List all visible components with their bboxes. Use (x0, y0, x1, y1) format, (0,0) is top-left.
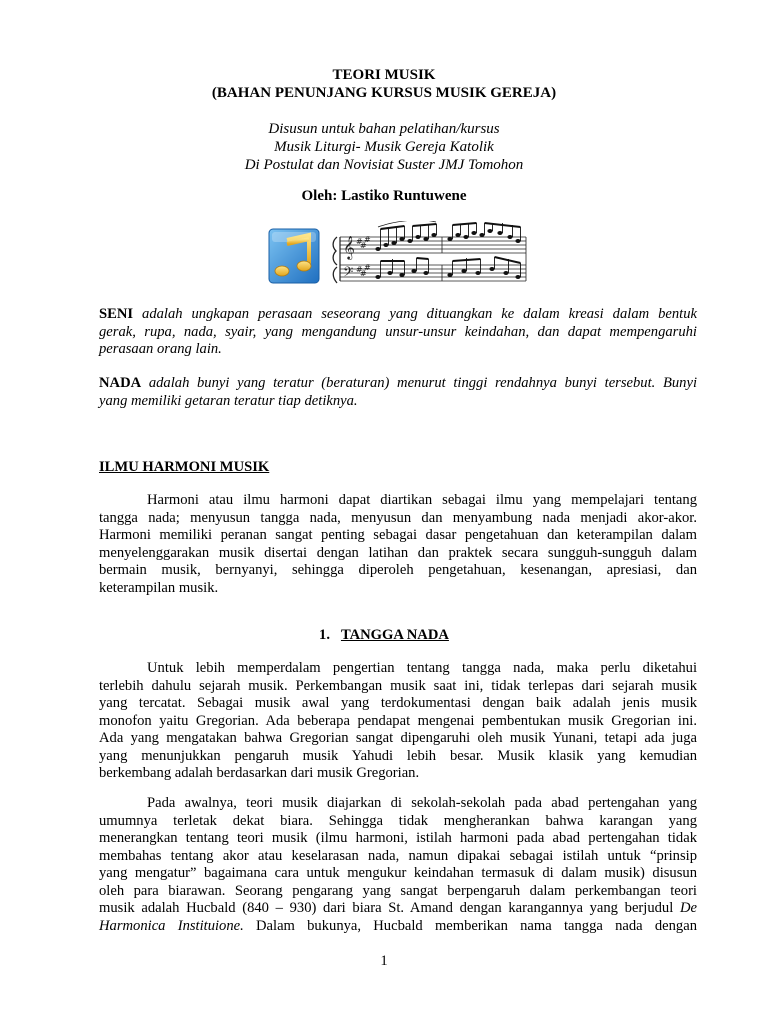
tangga-p2-line-2: umumnya terletak dekat biara. Sehingga tidak mengherankan bahwa karangan yang (99, 812, 697, 829)
sheet-music-excerpt (330, 221, 530, 291)
tangga-p2-line-8: Dalam bukunya, Hucbald memberikan nama tangga nada dengan (243, 917, 697, 934)
nada-paragraph (99, 375, 697, 410)
doc-title: TEORI MUSIK (332, 67, 436, 83)
tangga-p2-line-7: musik adalah Hucbald (840 – 930) dari biara St. Amand dengan karangannya yang berjudul (99, 900, 674, 916)
svg-text:#: # (356, 265, 363, 274)
harmoni-line-3: Harmoni memiliki peranan sangat penting sebagai dasar pengetahuan dan keterampilan dalam (99, 527, 697, 543)
tangga-p1-line-2: terlebih dahulu sejarah musik. Perkembangan musik saat ini, tidak terlepas dari sejarah musik (99, 677, 697, 694)
tangga-p2-line-1: Pada awalnya, teori musik diajarkan di sekolah-sekolah pada abad pertengahan yang (147, 795, 697, 811)
prepared-line-3: Di Postulat dan Novisiat Suster JMJ Tomohon (244, 157, 524, 173)
seni-line-3: perasaan orang lain. (99, 341, 222, 357)
svg-text:𝄞: 𝄞 (343, 235, 355, 259)
tangga-p2-italic-de: De (679, 900, 698, 916)
author-line: Oleh: Lastiko Runtuwene (301, 188, 467, 204)
nada-line-2: yang memiliki getaran teratur tiap detiknya. (99, 392, 358, 409)
page-number: 1 (380, 953, 388, 969)
tangga-p2-line-3: menerangkan tentang teori musik (ilmu harmoni, istilah harmoni pada abad pertengahan tidak (99, 830, 697, 846)
harmoni-line-4: menyelenggarakan musik disertai dengan latihan dan praktek secara sungguh-sungguh dalam (99, 544, 697, 561)
tangga-p2-italic-title: Harmonica Instituione. (99, 917, 244, 934)
nada-term: NADA (99, 375, 142, 391)
tangga-p1-line-6: yang menunjukkan pengaruh musik Yahudi lebih besar. Musik klasik yang kemudian (99, 747, 697, 764)
tangga-p1-line-7: berkembang adalah berdasarkan dari musik Gregorian. (99, 765, 420, 781)
prepared-line-2: Musik Liturgi- Musik Gereja Katolik (274, 139, 494, 155)
seni-line-1: adalah ungkapan perasaan seseorang yang dituangkan ke dalam kreasi dalam bentuk (133, 306, 697, 322)
tangga-p2-line-6: oleh para biarawan. Seorang pengarang yang sangat berpengaruh dalam perkembangan teori (99, 882, 697, 899)
tangga-p2-line-5: yang mengatur” bagaimana cara untuk mengukur keindahan termasuk di dalam musik) disusun (99, 865, 697, 881)
harmoni-line-2: tangga nada; menyusun tangga nada, menyusun dan menyambung nada menjadi akor-akor. (99, 509, 697, 526)
tangga-heading-row (0, 627, 768, 644)
svg-text:#: # (356, 237, 363, 246)
tangga-paragraph-2 (99, 795, 697, 935)
seni-term: SENI (99, 306, 134, 322)
seni-line-2: gerak, rupa, nada, syair, yang mengandung unsur-unsur keindahan, dan dapat mempengaruhi (99, 323, 697, 340)
svg-text:#: # (364, 235, 371, 244)
svg-text:#: # (360, 269, 367, 278)
tangga-paragraph-1 (99, 660, 697, 783)
svg-text:𝄢: 𝄢 (343, 264, 354, 283)
harmoni-line-1: Harmoni atau ilmu harmoni dapat diartikan sebagai ilmu yang mempelajari tentang (147, 492, 697, 508)
tangga-p1-line-1: Untuk lebih memperdalam pengertian tentang tangga nada, maka perlu diketahui (147, 660, 697, 676)
prepared-line-1: Disusun untuk bahan pelatihan/kursus (268, 121, 500, 137)
music-note-icon (267, 226, 323, 286)
harmoni-line-5: bermain musik, bernyanyi, sehingga diperoleh pengetahuan, kesenangan, apresiasi, dan (99, 562, 697, 578)
tangga-number: 1. (319, 627, 330, 643)
seni-paragraph (99, 306, 697, 359)
tangga-heading: TANGGA NADA (340, 627, 449, 643)
doc-subtitle: (BAHAN PENUNJANG KURSUS MUSIK GEREJA) (211, 85, 557, 101)
nada-line-1: adalah bunyi yang teratur (beraturan) menurut tinggi rendahnya bunyi tersebut. Bunyi (141, 375, 697, 391)
tangga-p2-line-4: membahas tentang akor atau keselarasan nada, namun dipakai sebagai istilah untuk “prinsip (99, 847, 697, 864)
tangga-p1-line-4: monofon yaitu Gregorian. Ada beberapa pendapat mengenai pembentukan musik Gregorian ini. (99, 712, 697, 729)
tangga-p1-line-3: yang tercatat. Sebagai musik awal yang terdokumentasi dengan baik adalah jenis musik (99, 695, 697, 711)
svg-text:#: # (360, 241, 367, 250)
harmoni-heading: ILMU HARMONI MUSIK (99, 459, 270, 475)
tangga-p1-line-5: Ada yang mengatakan bahwa Gregorian sangat dipengaruhi oleh musik Yunani, tetapi ada juga (99, 730, 697, 746)
svg-text:#: # (364, 263, 371, 272)
harmoni-paragraph (99, 492, 697, 597)
harmoni-line-6: keterampilan musik. (99, 579, 219, 596)
